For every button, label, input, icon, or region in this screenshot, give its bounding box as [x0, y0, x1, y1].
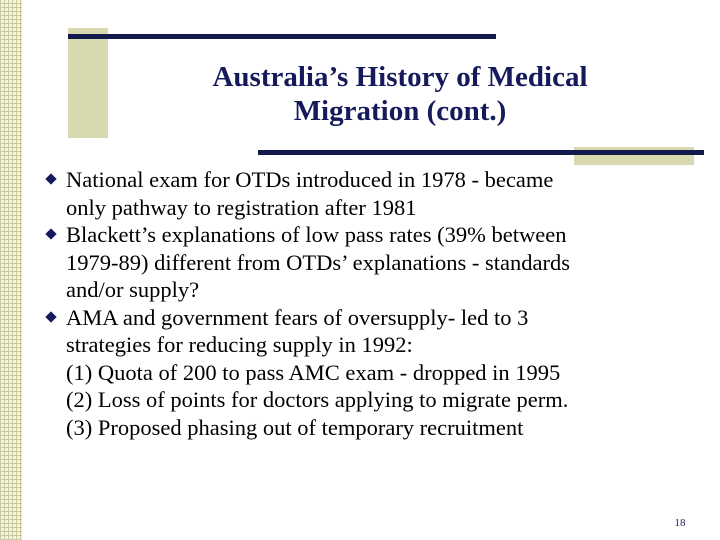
- bullet-text-line: and/or supply?: [66, 277, 200, 302]
- sub-item-line: (2) Loss of points for doctors applying to migrate perm.: [66, 387, 569, 412]
- title-top-rule: [68, 34, 496, 39]
- title-bottom-rule: [258, 150, 704, 155]
- bullet-item: [44, 304, 704, 442]
- bullet-item: [44, 166, 704, 221]
- title-decoration-block: [68, 28, 108, 138]
- sub-item-line: (3) Proposed phasing out of temporary recruitment: [66, 414, 524, 440]
- grid-decoration: [0, 0, 22, 540]
- bullet-text-line: National exam for OTDs introduced in 1978 - became: [66, 167, 554, 192]
- bullet-text-line: Blackett’s explanations of low pass rates (39% between: [66, 222, 567, 247]
- page-number: 18: [674, 517, 686, 529]
- bullet-text-line: strategies for reducing supply in 1992:: [66, 332, 413, 357]
- slide-title-line: Australia’s History of Medical: [212, 61, 588, 93]
- bullet-text-line: 1979-89) different from OTDs’ explanations - standards: [66, 249, 571, 275]
- bullet-list: [44, 166, 704, 441]
- diamond-bullet-icon: [45, 311, 56, 322]
- bullet-text-line: AMA and government fears of oversupply- led to 3: [66, 304, 529, 330]
- diamond-bullet-icon: [45, 173, 56, 184]
- diamond-bullet-icon: [45, 228, 56, 239]
- sub-item-line: (1) Quota of 200 to pass AMC exam - dropped in 1995: [66, 359, 561, 385]
- slide-title: [110, 60, 690, 128]
- slide-title-line: Migration (cont.): [293, 95, 507, 127]
- bullet-text-line: only pathway to registration after 1981: [66, 194, 417, 220]
- bullet-item: [44, 221, 704, 304]
